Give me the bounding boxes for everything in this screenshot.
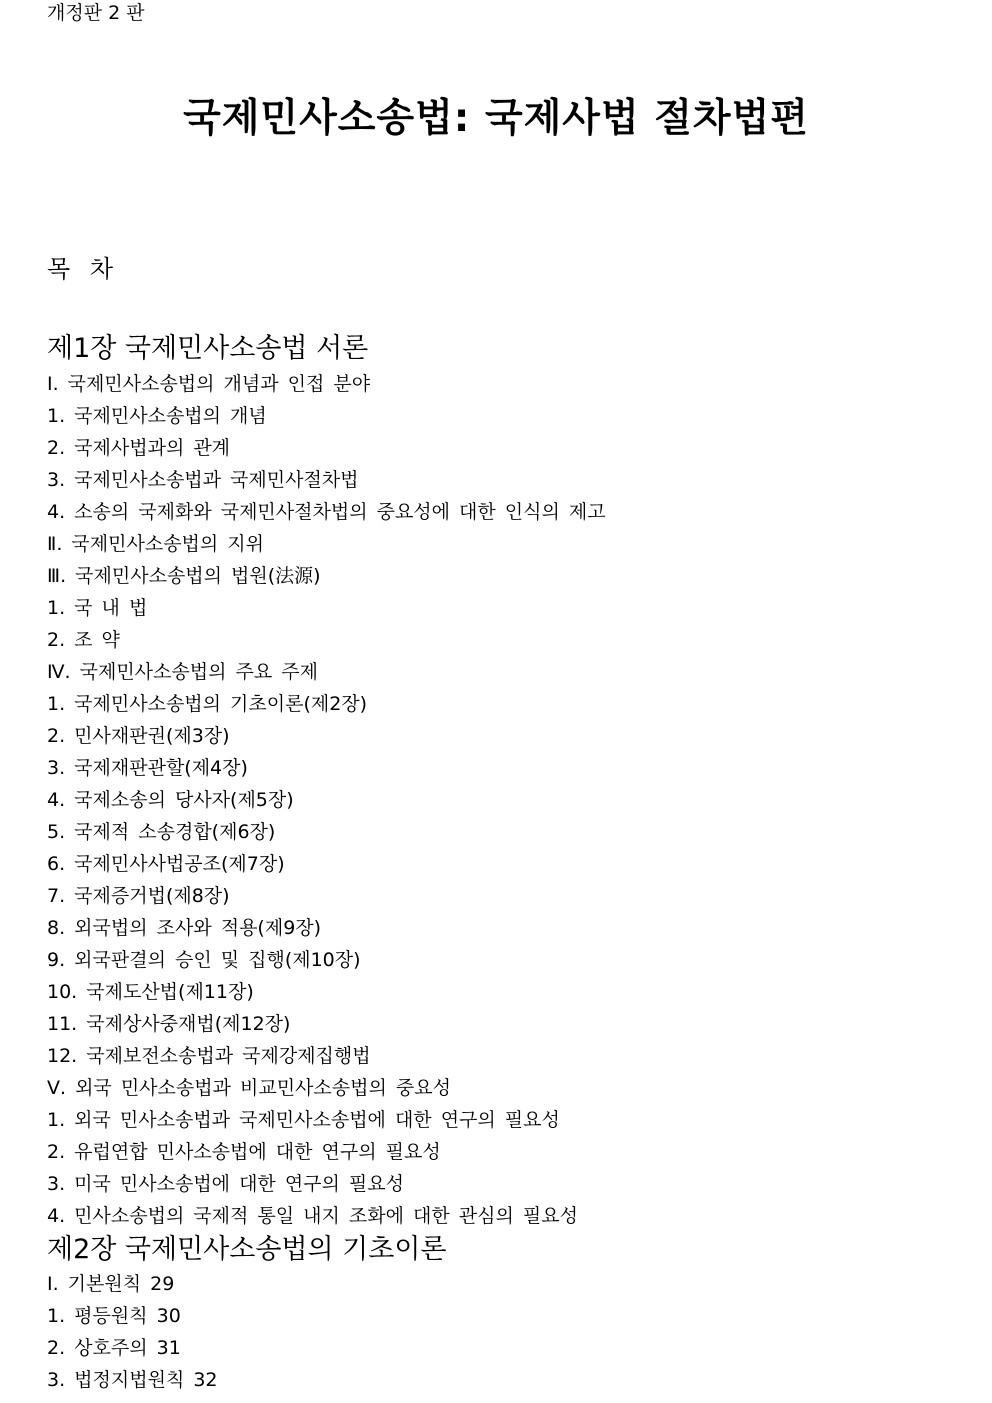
toc-entry: 2. 조 약 <box>47 629 120 651</box>
toc-entry: Ⅲ. 국제민사소송법의 법원(法源) <box>47 565 321 587</box>
toc-entry: 1. 국 내 법 <box>47 597 148 619</box>
toc-entry: Ⅱ. 국제민사소송법의 지위 <box>47 533 265 555</box>
toc-entry: Ⅰ. 국제민사소송법의 개념과 인접 분야 <box>47 373 371 395</box>
toc-entry: 11. 국제상사중재법(제12장) <box>47 1013 291 1035</box>
toc-entry: 4. 민사소송법의 국제적 통일 내지 조화에 대한 관심의 필요성 <box>47 1205 578 1227</box>
edition-label: 개정판 2 판 <box>47 2 145 24</box>
toc-entry: 6. 국제민사사법공조(제7장) <box>47 853 285 875</box>
toc-entry: 7. 국제증거법(제8장) <box>47 885 230 907</box>
toc-heading: 목 차 <box>47 255 119 283</box>
toc-entry: 1. 국제민사소송법의 기초이론(제2장) <box>47 693 368 715</box>
toc-entry: Ⅳ. 국제민사소송법의 주요 주제 <box>47 661 318 683</box>
toc-entry: 1. 국제민사소송법의 개념 <box>47 405 267 427</box>
toc-entry: 2. 유럽연합 민사소송법에 대한 연구의 필요성 <box>47 1141 441 1163</box>
toc-entry: 4. 국제소송의 당사자(제5장) <box>47 789 294 811</box>
toc-entry: 2. 민사재판권(제3장) <box>47 725 230 747</box>
toc-entry: 1. 평등원칙 30 <box>47 1305 181 1327</box>
toc-entry: 3. 국제재판관할(제4장) <box>47 757 248 779</box>
document-title: 국제민사소송법: 국제사법 절차법편 <box>183 96 809 141</box>
toc-entry: 10. 국제도산법(제11장) <box>47 981 254 1003</box>
toc-entry: 9. 외국판결의 승인 및 집행(제10장) <box>47 949 361 971</box>
toc-entry: 3. 법정지법원칙 32 <box>47 1369 218 1391</box>
toc-entry: 8. 외국법의 조사와 적용(제9장) <box>47 917 322 939</box>
toc-entry: 2. 국제사법과의 관계 <box>47 437 231 459</box>
toc-entry: 12. 국제보전소송법과 국제강제집행법 <box>47 1045 371 1067</box>
chapter-2-title: 제2장 국제민사소송법의 기초이론 <box>47 1234 447 1265</box>
toc-entry: 3. 국제민사소송법과 국제민사절차법 <box>47 469 359 491</box>
toc-entry: 2. 상호주의 31 <box>47 1337 181 1359</box>
toc-entry: 4. 소송의 국제화와 국제민사절차법의 중요성에 대한 인식의 제고 <box>47 501 606 523</box>
toc-entry: 3. 미국 민사소송법에 대한 연구의 필요성 <box>47 1173 404 1195</box>
toc-entry: Ⅰ. 기본원칙 29 <box>47 1273 175 1295</box>
toc-entry: Ⅴ. 외국 민사소송법과 비교민사소송법의 중요성 <box>47 1077 451 1099</box>
table-of-contents <box>47 331 947 1396</box>
toc-entry: 1. 외국 민사소송법과 국제민사소송법에 대한 연구의 필요성 <box>47 1109 560 1131</box>
toc-entry: 5. 국제적 소송경합(제6장) <box>47 821 276 843</box>
chapter-1-title: 제1장 국제민사소송법 서론 <box>47 333 369 364</box>
